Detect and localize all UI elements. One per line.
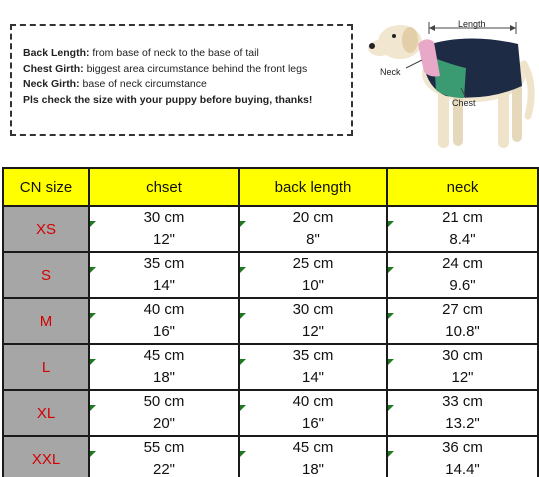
chest-cm-value: 40 cm <box>143 301 185 318</box>
chest-cell <box>89 206 239 252</box>
neck-inch-value: 9.6" <box>449 277 476 294</box>
back-cm-value: 30 cm <box>292 301 334 318</box>
cell-marker-icon <box>388 267 394 273</box>
cell-marker-icon <box>240 451 246 457</box>
cell-marker-icon <box>90 267 96 273</box>
cell-marker-icon <box>388 405 394 411</box>
neck-cm-value: 21 cm <box>442 209 483 226</box>
cell-marker-icon <box>240 221 246 227</box>
back-cell <box>239 298 387 344</box>
chest-cm-value: 30 cm <box>143 209 185 226</box>
neck-cell <box>387 344 538 390</box>
back-cm-value: 25 cm <box>292 255 334 272</box>
chest-cm-value: 45 cm <box>143 347 185 364</box>
cell-marker-icon <box>240 313 246 319</box>
neck-inch-value: 12" <box>451 369 474 386</box>
chest-cm-value: 35 cm <box>143 255 185 272</box>
neck-inch-value: 13.2" <box>445 415 480 432</box>
dog-coat-illustration <box>366 6 536 156</box>
size-cell: XS <box>3 206 89 252</box>
table-row <box>3 252 538 298</box>
neck-inch-value: 10.8" <box>445 323 480 340</box>
chest-inch-value: 12" <box>152 231 175 248</box>
header-size: CN size <box>3 168 89 206</box>
neck-inch-value: 14.4" <box>445 461 480 477</box>
measurement-legend <box>10 24 353 136</box>
back-cell <box>239 390 387 436</box>
legend-note: Pls check the size with your puppy before buying, thanks! <box>23 93 313 106</box>
neck-cm-value: 24 cm <box>442 255 483 272</box>
size-cell: M <box>3 298 89 344</box>
table-header-row <box>3 168 538 206</box>
chest-inch-value: 14" <box>152 277 175 294</box>
length-label: Length <box>458 19 486 29</box>
size-cell: L <box>3 344 89 390</box>
back-inch-value: 8" <box>306 231 320 248</box>
header-neck: neck <box>387 168 538 206</box>
neck-cm-value: 36 cm <box>442 439 483 456</box>
chest-cm-value: 50 cm <box>143 393 185 410</box>
back-cell <box>239 252 387 298</box>
neck-inch-value: 8.4" <box>449 231 476 248</box>
back-cm-value: 20 cm <box>292 209 334 226</box>
back-cell <box>239 206 387 252</box>
chest-label: Chest <box>452 98 476 108</box>
size-chart-table <box>2 167 539 477</box>
neck-cell <box>387 390 538 436</box>
table-row <box>3 344 538 390</box>
size-cell: S <box>3 252 89 298</box>
table-row <box>3 298 538 344</box>
chest-cell <box>89 344 239 390</box>
cell-marker-icon <box>90 405 96 411</box>
chest-inch-value: 16" <box>152 323 175 340</box>
cell-marker-icon <box>240 405 246 411</box>
back-inch-value: 10" <box>301 277 324 294</box>
neck-cm-value: 30 cm <box>442 347 483 364</box>
back-cm-value: 35 cm <box>292 347 334 364</box>
chest-cell <box>89 298 239 344</box>
header-back-length: back length <box>239 168 387 206</box>
chest-inch-value: 22" <box>152 461 175 477</box>
chest-cell <box>89 436 239 477</box>
cell-marker-icon <box>90 359 96 365</box>
back-inch-value: 18" <box>301 461 324 477</box>
neck-cm-value: 33 cm <box>442 393 483 410</box>
chest-cell <box>89 390 239 436</box>
cell-marker-icon <box>240 267 246 273</box>
legend-neck-girth: Neck Girth: base of neck circumstance <box>23 78 207 90</box>
neck-cell <box>387 436 538 477</box>
back-inch-value: 16" <box>301 415 324 432</box>
cell-marker-icon <box>388 451 394 457</box>
table-row <box>3 390 538 436</box>
back-cell <box>239 344 387 390</box>
neck-cell <box>387 298 538 344</box>
chest-cm-value: 55 cm <box>143 439 185 456</box>
neck-cell <box>387 252 538 298</box>
legend-chest-girth: Chest Girth: biggest area circumstance behind the front legs <box>23 62 308 75</box>
cell-marker-icon <box>388 359 394 365</box>
legend-back-length: Back Length: from base of neck to the base of tail <box>23 47 259 59</box>
cell-marker-icon <box>90 451 96 457</box>
chest-cell <box>89 252 239 298</box>
back-inch-value: 14" <box>301 369 324 386</box>
back-inch-value: 12" <box>301 323 324 340</box>
size-cell: XL <box>3 390 89 436</box>
neck-cell <box>387 206 538 252</box>
size-cell: XXL <box>3 436 89 477</box>
cell-marker-icon <box>388 313 394 319</box>
dog-icon <box>366 6 536 156</box>
cell-marker-icon <box>240 359 246 365</box>
chest-inch-value: 20" <box>152 415 175 432</box>
cell-marker-icon <box>90 221 96 227</box>
header-chest: chset <box>89 168 239 206</box>
table-row <box>3 436 538 477</box>
table-row <box>3 206 538 252</box>
neck-label: Neck <box>380 67 401 77</box>
back-cm-value: 45 cm <box>292 439 334 456</box>
back-cm-value: 40 cm <box>292 393 334 410</box>
cell-marker-icon <box>388 221 394 227</box>
neck-cm-value: 27 cm <box>442 301 483 318</box>
back-cell <box>239 436 387 477</box>
chest-inch-value: 18" <box>152 369 175 386</box>
cell-marker-icon <box>90 313 96 319</box>
